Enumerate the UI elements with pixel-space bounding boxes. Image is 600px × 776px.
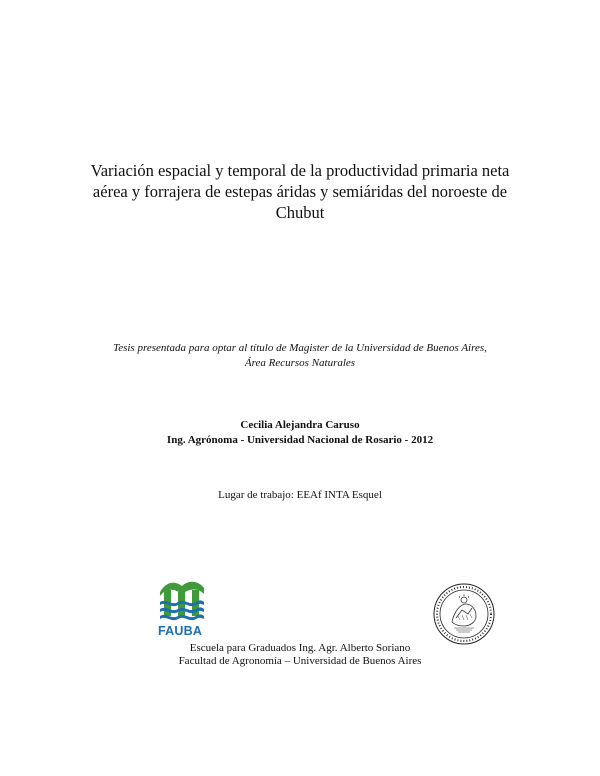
thesis-title-line: Variación espacial y temporal de la productividad primaria neta — [90, 161, 510, 180]
workplace-text: Lugar de trabajo: EEAf INTA Esquel — [218, 489, 382, 501]
seal-sun — [461, 597, 467, 603]
uba-seal-icon — [432, 582, 496, 646]
seal-engraving — [452, 604, 476, 626]
thesis-subtitle-line: Tesis presentada para optar al título de Magister de la Universidad de Buenos Aires, — [113, 342, 487, 354]
thesis-title-line: aérea y forrajera de estepas áridas y semiáridas del noroeste de — [92, 182, 508, 201]
seal-hatching — [458, 614, 472, 620]
thesis-title-line: Chubut — [275, 203, 325, 222]
footer-line: Facultad de Agronomía – Universidad de Buenos Aires — [178, 655, 422, 667]
thesis-title — [60, 160, 540, 223]
author-name: Cecilia Alejandra Caruso — [240, 419, 360, 431]
fauba-logo-wave — [160, 614, 204, 620]
fauba-label: FAUBA — [158, 624, 203, 638]
author-degree: Ing. Agrónoma - Universidad Nacional de Rosario - 2012 — [166, 434, 434, 446]
seal-rays — [459, 594, 469, 598]
seal-outer-ring — [434, 584, 494, 644]
seal-hatching — [454, 628, 474, 632]
author-block — [60, 418, 540, 448]
footer-line: Escuela para Graduados Ing. Agr. Alberto Soriano — [189, 642, 411, 654]
thesis-subtitle — [60, 341, 540, 371]
footer-block — [60, 642, 540, 668]
thesis-subtitle-line: Área Recursos Naturales — [244, 357, 356, 369]
